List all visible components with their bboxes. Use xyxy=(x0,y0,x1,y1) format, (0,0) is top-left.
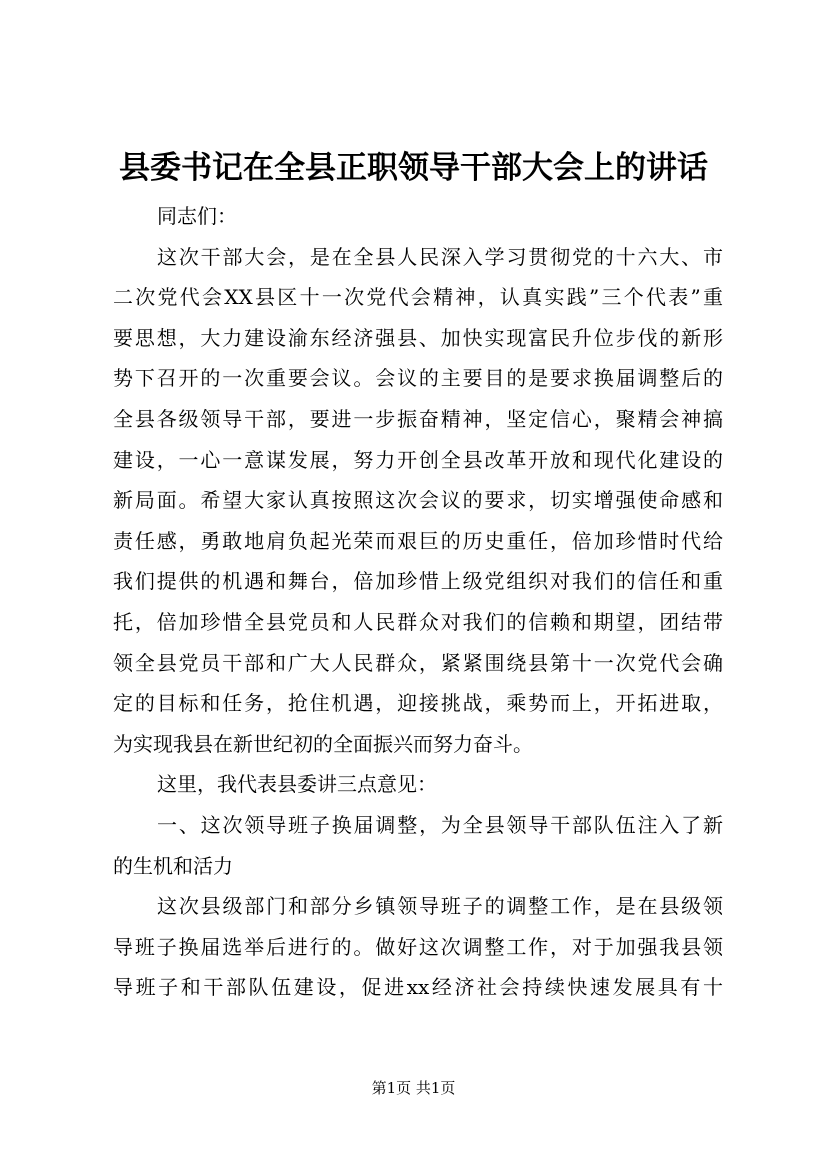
document-body xyxy=(113,196,723,1008)
text-line: 托，倍加珍惜全县党员和人民群众对我们的信赖和期望，团结带 xyxy=(113,609,723,634)
text-line: 定的目标和任务，抢住机遇，迎接挑战，乘势而上，开拓进取， xyxy=(113,691,723,716)
text-line: 新局面。希望大家认真按照这次会议的要求，切实增强使命感和 xyxy=(113,488,723,513)
text-line: 导班子换届选举后进行的。做好这次调整工作，对于加强我县领 xyxy=(113,934,723,959)
document-title: 县委书记在全县正职领导干部大会上的讲话 xyxy=(119,150,708,186)
text-line: 同志们： xyxy=(157,204,237,228)
text-line: 全县各级领导干部，要进一步振奋精神，坚定信心，聚精会神搞 xyxy=(113,406,723,431)
text-line: 领全县党员干部和广大人民群众，紧紧围绕县第十一次党代会确 xyxy=(113,650,723,675)
text-line: 二次党代会XX县区十一次党代会精神，认真实践”三个代表”重 xyxy=(113,285,723,310)
text-line: 要思想，大力建设渝东经济强县、加快实现富民升位步伐的新形 xyxy=(113,325,723,350)
text-line: 建设，一心一意谋发展，努力开创全县改革开放和现代化建设的 xyxy=(113,447,723,472)
text-line: 这次干部大会，是在全县人民深入学习贯彻党的十六大、市 xyxy=(157,244,723,269)
page-number-footer: 第1页 共1页 xyxy=(371,1079,456,1097)
text-line: 责任感，勇敢地肩负起光荣而艰巨的历史重任，倍加珍惜时代给 xyxy=(113,528,723,553)
text-line: 我们提供的机遇和舞台，倍加珍惜上级党组织对我们的信任和重 xyxy=(113,569,723,594)
text-line: 势下召开的一次重要会议。会议的主要目的是要求换届调整后的 xyxy=(113,366,723,391)
text-line: 为实现我县在新世纪初的全面振兴而努力奋斗。 xyxy=(113,731,533,756)
text-line: 这次县级部门和部分乡镇领导班子的调整工作，是在县级领 xyxy=(157,894,723,919)
text-line: 的生机和活力 xyxy=(113,853,233,878)
text-line: 导班子和干部队伍建设，促进xx经济社会持续快速发展具有十 xyxy=(113,975,723,1000)
text-line: 一、这次领导班子换届调整，为全县领导干部队伍注入了新 xyxy=(157,812,723,837)
text-line: 这里，我代表县委讲三点意见： xyxy=(157,772,437,797)
